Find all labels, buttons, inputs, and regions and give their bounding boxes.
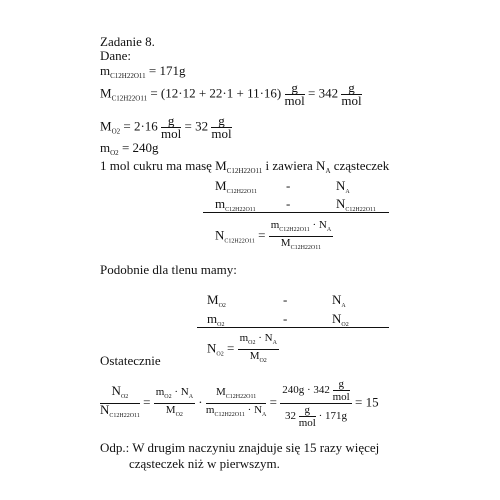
prop1-row1-right: $N_A$: [336, 178, 350, 195]
problem-title: Zadanie 8.: [100, 34, 155, 49]
prop2-result: $N_{O2}$ = $\frac{m_{O2} \cdot N_A}{M_{O2}}$: [207, 332, 277, 364]
prop2-row1-right: $N_A$: [332, 292, 346, 309]
given-M-O2: $M_{O2} = 2\cdot 16$ $\frac{g}{\text{mol}}$ = 32 $\frac{g}{\text{mol}}$: [100, 113, 232, 141]
prop1-row2-left: $m_{C12H22O11}$: [215, 196, 256, 213]
prop2-row2-right: $N_{O2}$: [332, 311, 349, 328]
answer-line-1: Odp.: W drugim naczyniu znajduje się 15 razy więcej: [100, 440, 380, 455]
given-M-sugar: $M_{C12H22O11} = (12\cdot 12 + 22\cdot 1 + 11\cdot 16)$ $\frac{g}{\text{mol}}$ = 342 $\frac{g}{\text{mol}}$: [100, 80, 362, 108]
prop1-divider: [203, 212, 389, 213]
prop2-row2-dash: -: [283, 311, 288, 326]
prop2-row1-dash: -: [283, 292, 288, 307]
prop1-result: $N_{C12H22O11}$ = $\frac{m_{C12H22O11} \cdot N_A}{M_{C12H22O11}}$: [215, 219, 332, 251]
given-m-O2: $m_{O2} = 240g$: [100, 140, 159, 157]
statement-sugar: 1 mol cukru ma masę $M_{C12H22O11}$ i zawiera $N_A$ cząsteczek: [100, 158, 390, 175]
prop1-row2-dash: -: [286, 196, 291, 211]
answer-line-2: cząsteczek niż w pierwszym.: [129, 456, 280, 471]
prop1-row2-right: $N_{C12H22O11}$: [336, 196, 376, 213]
prop2-row2-left: $m_{O2}$: [207, 311, 225, 328]
statement-oxygen: Podobnie dla tlenu mamy:: [100, 262, 237, 277]
given-m-sugar: $m_{C12H22O11} = 171g$: [100, 63, 186, 80]
given-label: Dane:: [100, 48, 132, 63]
prop2-row1-left: $M_{O2}$: [207, 292, 226, 309]
statement-finally: Ostatecznie: [100, 353, 161, 368]
prop2-divider: [197, 327, 389, 328]
prop1-row1-dash: -: [286, 178, 291, 193]
final-equation: $\frac{N_{O2}}{N_{C12H22O11}}$ = $\frac{m_{O2} \cdot N_A}{M_{O2}}$ · $\frac{M_{C12H22O11}}{m_{C12H22O11} \cdot N_A}$ = 240g · 342 $\frac{g}{\text{mol}}$ 32 $\frac{g}{\text{mol}}$ · 171g = 15: [100, 378, 379, 429]
prop1-row1-left: $M_{C12H22O11}$: [215, 178, 258, 195]
